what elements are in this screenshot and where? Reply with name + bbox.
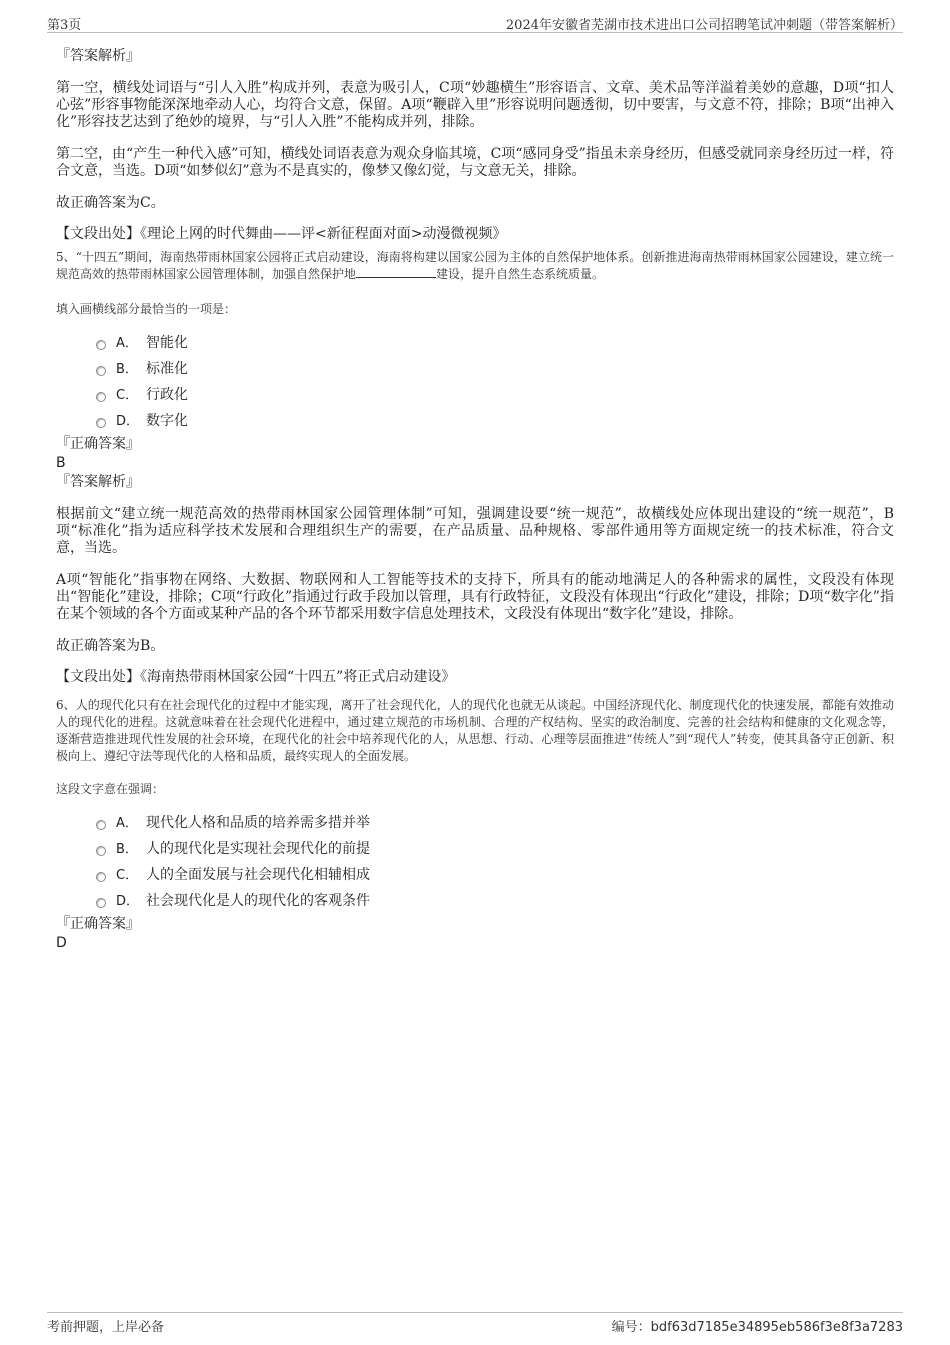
document-title: 2024年安徽省芜湖市技术进出口公司招聘笔试冲刺题（带答案解析） [505,18,903,33]
question-5-text: 5、“十四五”期间，海南热带雨林国家公园将正式启动建设，海南将构建以国家公园为主体的自然保护地体系。创新推进海南热带雨林国家公园建设，建立统一规范高效的热带雨林国家公园管理体制，加强自然保护地 建设，提升自然生态系统质量。 [56,250,894,281]
option-c[interactable]: C． 行政化 [56,382,894,408]
page-header [47,12,903,33]
analysis-paragraph: 根据前文“建立统一规范高效的热带雨林国家公园管理体制”可知，强调建设要“统一规范”，故横线处应体现出建设的“统一规范”，B项“标准化”指为适应科学技术发展和合理组织生产的需要，在产品质量、品种规格、零部件通用等方面规定统一的技术标准，符合文意，当选。 [56,506,894,556]
option-c[interactable]: C． 人的全面发展与社会现代化相辅相成 [56,862,894,888]
analysis-label: 『答案解析』 [56,474,140,490]
option-d[interactable]: D． 社会现代化是人的现代化的客观条件 [56,888,894,914]
footer-slogan: 考前押题，上岸必备 [47,1320,165,1335]
radio-button-icon[interactable] [96,872,106,882]
question-6-prompt: 这段文字意在强调： [56,782,165,796]
radio-button-icon[interactable] [96,418,106,428]
page-content [56,46,894,952]
correct-answer-label: 『正确答案』 [56,916,140,932]
option-b[interactable]: B． 标准化 [56,356,894,382]
option-a[interactable]: A． 智能化 [56,330,894,356]
document-code: 编号：bdf63d7185e34895eb586f3e8f3a7283 [611,1320,903,1335]
analysis-paragraph: 第一空，横线处词语与“引人入胜”构成并列，表意为吸引人，C项“妙趣横生”形容语言、文章、美术品等洋溢着美妙的意趣，D项“扣人心弦”形容事物能深深地牵动人心，均符合文意，保留。A项“鞭辟入里”形容说明问题透彻，切中要害，与文意不符，排除；B项“出神入化”形容技艺达到了绝妙的境界，与“引人入胜”不能构成并列，排除。 [56,80,894,130]
radio-button-icon[interactable] [96,898,106,908]
option-d[interactable]: D． 数字化 [56,408,894,434]
radio-button-icon[interactable] [96,392,106,402]
option-a[interactable]: A． 现代化人格和品质的培养需多措并举 [56,810,894,836]
source-citation: 【文段出处】《理论上网的时代舞曲——评<新征程面对面>动漫微视频》 [56,226,507,242]
correct-answer: B [56,455,66,471]
radio-button-icon[interactable] [96,846,106,856]
question-5-prompt: 填入画横线部分最恰当的一项是： [56,302,237,316]
page-footer [47,1312,903,1335]
correct-answer-label: 『正确答案』 [56,436,140,452]
option-b[interactable]: B． 人的现代化是实现社会现代化的前提 [56,836,894,862]
fill-blank [356,266,436,278]
analysis-paragraph: A项“智能化”指事物在网络、大数据、物联网和人工智能等技术的支持下，所具有的能动地满足人的各种需求的属性，文段没有体现出“智能化”建设，排除；C项“行政化”指通过行政手段加以管理，具有行政特征，文段没有体现出“行政化”建设，排除；D项“数字化”指在某个领域的各个方面或某种产品的各个环节都采用数字信息处理技术，文段没有体现出“数字化”建设，排除。 [56,572,894,622]
answer-conclusion: 故正确答案为B。 [56,638,165,654]
radio-button-icon[interactable] [96,820,106,830]
question-5-options [56,330,894,434]
answer-conclusion: 故正确答案为C。 [56,195,165,211]
correct-answer: D [56,935,67,951]
analysis-label: 『答案解析』 [56,48,140,64]
question-6-options [56,810,894,914]
radio-button-icon[interactable] [96,366,106,376]
question-6-text: 6、人的现代化只有在社会现代化的过程中才能实现，离开了社会现代化，人的现代化也就无从谈起。中国经济现代化、制度现代化的快速发展，都能有效推动人的现代化的进程。这就意味着在社会现代化进程中，通过建立规范的市场机制、合理的产权结构、坚实的政治制度、完善的社会结构和健康的文化观念等，逐渐营造推进现代性发展的社会环境，在现代化的社会中培养现代化的人，从思想、行动、心理等层面推进“传统人”到“现代人”转变，使其具备守正创新、积极向上、遵纪守法等现代化的人格和品质，最终实现人的全面发展。 [56,698,894,763]
radio-button-icon[interactable] [96,340,106,350]
source-citation: 【文段出处】《海南热带雨林国家公园“十四五”将正式启动建设》 [56,669,456,685]
page-number: 第3页 [47,18,82,33]
analysis-paragraph: 第二空，由“产生一种代入感”可知，横线处词语表意为观众身临其境，C项“感同身受”指虽未亲身经历，但感受就同亲身经历过一样，符合文意，当选。D项“如梦似幻”意为不是真实的，像梦又像幻觉，与文意无关，排除。 [56,146,894,179]
